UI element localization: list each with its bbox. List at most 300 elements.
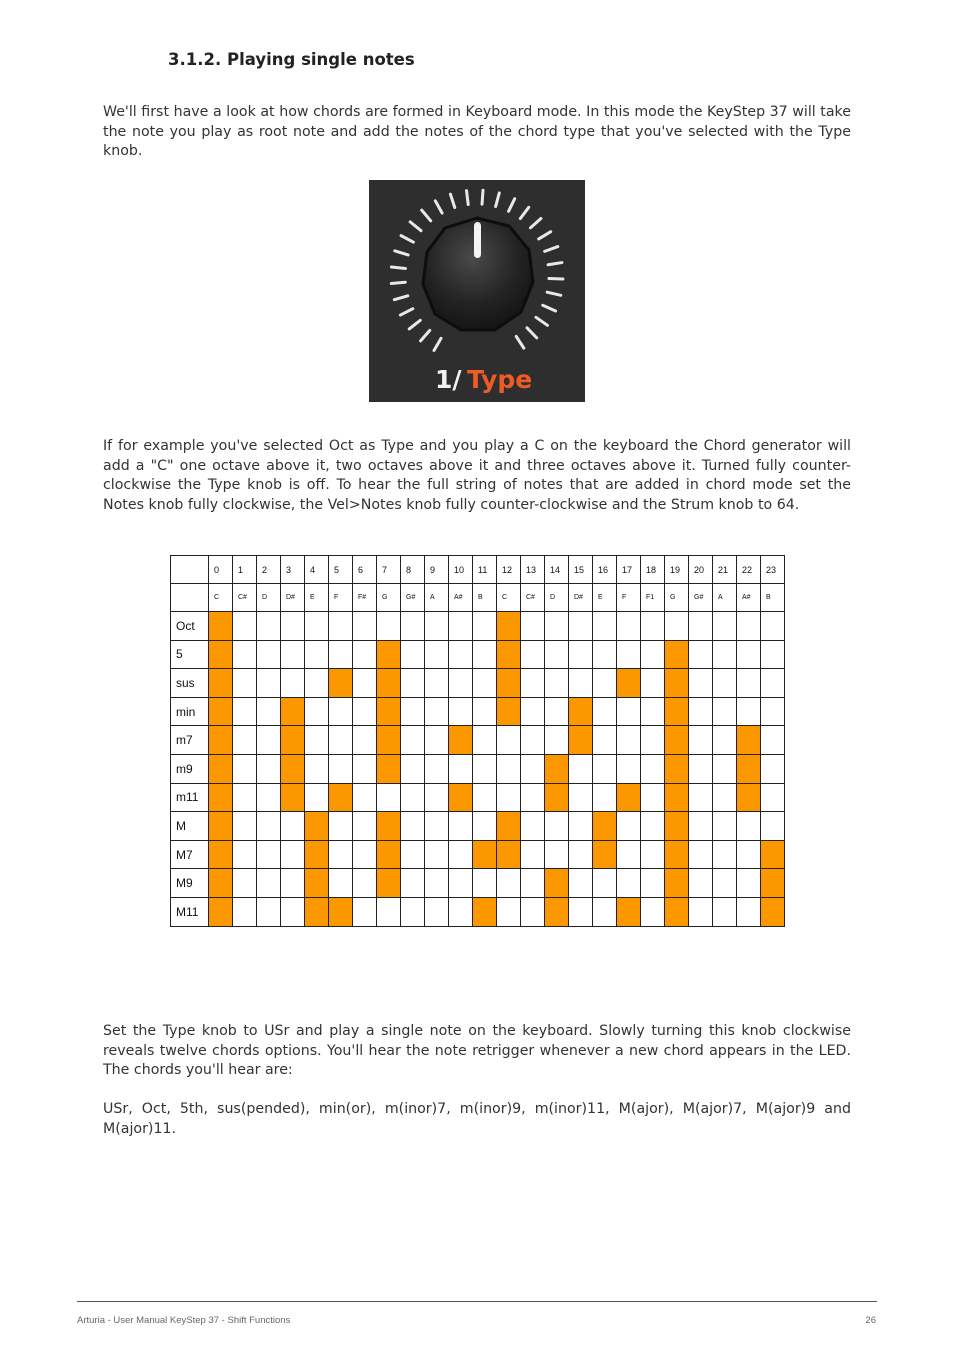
semitone-header: 0: [209, 556, 233, 584]
note-cell: [257, 812, 281, 841]
note-cell: [233, 840, 257, 869]
note-cell: [473, 669, 497, 698]
note-cell: [569, 783, 593, 812]
note-cell: [473, 697, 497, 726]
note-cell: [689, 669, 713, 698]
semitone-header: 13: [521, 556, 545, 584]
note-cell: [425, 783, 449, 812]
note-cell: [257, 669, 281, 698]
note-cell: [425, 697, 449, 726]
note-cell: [281, 612, 305, 641]
note-name-header: A: [713, 584, 737, 612]
note-cell: [617, 869, 641, 898]
note-cell: [521, 697, 545, 726]
note-cell: [569, 640, 593, 669]
note-cell: [737, 897, 761, 926]
note-name-header: G: [377, 584, 401, 612]
section-heading: 3.1.2. Playing single notes: [168, 50, 415, 69]
note-cell: [617, 726, 641, 755]
active-note-cell: [665, 897, 689, 926]
semitone-header: 8: [401, 556, 425, 584]
semitone-header: 2: [257, 556, 281, 584]
active-note-cell: [305, 897, 329, 926]
note-name-header: C: [497, 584, 521, 612]
note-cell: [641, 840, 665, 869]
chord-type-label: m7: [171, 726, 209, 755]
semitone-header: 23: [761, 556, 785, 584]
note-cell: [425, 754, 449, 783]
semitone-header: 4: [305, 556, 329, 584]
note-cell: [353, 726, 377, 755]
active-note-cell: [593, 840, 617, 869]
active-note-cell: [497, 812, 521, 841]
note-cell: [257, 897, 281, 926]
note-cell: [737, 612, 761, 641]
note-cell: [497, 869, 521, 898]
note-cell: [233, 783, 257, 812]
note-cell: [593, 697, 617, 726]
active-note-cell: [377, 869, 401, 898]
note-cell: [281, 869, 305, 898]
note-cell: [713, 783, 737, 812]
note-cell: [257, 726, 281, 755]
note-cell: [353, 783, 377, 812]
table-row: [171, 726, 785, 755]
note-name-header: B: [473, 584, 497, 612]
note-cell: [761, 669, 785, 698]
active-note-cell: [665, 754, 689, 783]
note-cell: [401, 669, 425, 698]
table-row: [171, 640, 785, 669]
note-cell: [425, 726, 449, 755]
active-note-cell: [545, 783, 569, 812]
active-note-cell: [209, 726, 233, 755]
note-cell: [593, 869, 617, 898]
note-cell: [353, 669, 377, 698]
active-note-cell: [617, 897, 641, 926]
note-cell: [617, 840, 641, 869]
note-cell: [665, 612, 689, 641]
note-name-header: C: [209, 584, 233, 612]
semitone-header: 15: [569, 556, 593, 584]
note-cell: [353, 869, 377, 898]
note-cell: [281, 840, 305, 869]
active-note-cell: [281, 783, 305, 812]
note-cell: [713, 897, 737, 926]
note-cell: [521, 669, 545, 698]
table-row: [171, 669, 785, 698]
note-cell: [521, 897, 545, 926]
active-note-cell: [737, 754, 761, 783]
semitone-header: 22: [737, 556, 761, 584]
example-paragraph: If for example you've selected Oct as Type and you play a C on the keyboard the Chord generator will add a "C" one octave above it, two octaves above it and three octaves above it. Turned fully counter-clockwise the Type knob is off. To hear the full string of notes that are added in chord mode set the Notes knob fully clockwise, the Vel>Notes knob fully counter-clockwise and the Strum knob to 64.: [103, 438, 851, 513]
note-cell: [761, 754, 785, 783]
note-cell: [713, 612, 737, 641]
note-name-header: A#: [449, 584, 473, 612]
note-cell: [257, 840, 281, 869]
note-name-header: D#: [281, 584, 305, 612]
active-note-cell: [305, 840, 329, 869]
note-cell: [449, 640, 473, 669]
note-cell: [473, 783, 497, 812]
note-cell: [281, 640, 305, 669]
note-cell: [761, 640, 785, 669]
note-cell: [569, 669, 593, 698]
note-cell: [305, 754, 329, 783]
note-cell: [233, 754, 257, 783]
note-cell: [713, 640, 737, 669]
note-cell: [401, 612, 425, 641]
note-cell: [233, 612, 257, 641]
active-note-cell: [665, 726, 689, 755]
active-note-cell: [281, 726, 305, 755]
note-cell: [497, 897, 521, 926]
active-note-cell: [209, 869, 233, 898]
note-cell: [257, 869, 281, 898]
note-cell: [689, 697, 713, 726]
semitone-header: 3: [281, 556, 305, 584]
note-cell: [257, 783, 281, 812]
note-cell: [305, 783, 329, 812]
note-cell: [449, 612, 473, 641]
semitone-header: 19: [665, 556, 689, 584]
active-note-cell: [665, 640, 689, 669]
note-cell: [593, 897, 617, 926]
note-cell: [641, 697, 665, 726]
active-note-cell: [281, 754, 305, 783]
semitone-header: 21: [713, 556, 737, 584]
note-name-header: A: [425, 584, 449, 612]
note-cell: [473, 612, 497, 641]
active-note-cell: [209, 897, 233, 926]
note-cell: [449, 840, 473, 869]
note-cell: [401, 697, 425, 726]
note-name-header: G#: [689, 584, 713, 612]
note-cell: [473, 812, 497, 841]
semitone-header: 7: [377, 556, 401, 584]
active-note-cell: [545, 754, 569, 783]
note-cell: [689, 869, 713, 898]
note-cell: [521, 640, 545, 669]
note-cell: [713, 812, 737, 841]
note-cell: [257, 697, 281, 726]
active-note-cell: [737, 726, 761, 755]
note-cell: [545, 812, 569, 841]
note-cell: [689, 612, 713, 641]
chord-type-label: M7: [171, 840, 209, 869]
table-row: [171, 812, 785, 841]
note-cell: [401, 897, 425, 926]
note-cell: [521, 840, 545, 869]
note-cell: [689, 897, 713, 926]
note-cell: [281, 897, 305, 926]
chord-type-label: m9: [171, 754, 209, 783]
note-cell: [761, 783, 785, 812]
note-cell: [401, 640, 425, 669]
note-cell: [713, 869, 737, 898]
table-row: [171, 783, 785, 812]
note-cell: [449, 897, 473, 926]
note-cell: [329, 726, 353, 755]
note-cell: [305, 669, 329, 698]
note-cell: [521, 726, 545, 755]
note-cell: [737, 669, 761, 698]
knob-label-number: 1/: [435, 365, 462, 394]
note-cell: [257, 754, 281, 783]
active-note-cell: [209, 669, 233, 698]
note-cell: [569, 869, 593, 898]
note-cell: [569, 812, 593, 841]
note-cell: [473, 726, 497, 755]
note-cell: [569, 612, 593, 641]
knob-label-type: Type: [467, 365, 533, 394]
active-note-cell: [761, 897, 785, 926]
semitone-header: 18: [641, 556, 665, 584]
note-cell: [641, 640, 665, 669]
note-cell: [641, 897, 665, 926]
note-cell: [641, 612, 665, 641]
note-name-header: A#: [737, 584, 761, 612]
table-row: [171, 754, 785, 783]
active-note-cell: [305, 869, 329, 898]
note-cell: [641, 726, 665, 755]
chord-type-label: M11: [171, 897, 209, 926]
chord-type-label: min: [171, 697, 209, 726]
note-cell: [737, 869, 761, 898]
active-note-cell: [665, 869, 689, 898]
note-cell: [713, 754, 737, 783]
note-cell: [449, 669, 473, 698]
active-note-cell: [761, 840, 785, 869]
note-cell: [641, 812, 665, 841]
note-cell: [737, 840, 761, 869]
type-knob-photo: [369, 180, 585, 402]
active-note-cell: [449, 783, 473, 812]
note-cell: [233, 640, 257, 669]
note-cell: [233, 897, 257, 926]
note-cell: [497, 754, 521, 783]
footer-title: Arturia - User Manual KeyStep 37 - Shift Functions: [77, 1315, 291, 1326]
note-cell: [521, 869, 545, 898]
note-cell: [353, 897, 377, 926]
active-note-cell: [377, 640, 401, 669]
note-name-header: E: [593, 584, 617, 612]
note-cell: [521, 754, 545, 783]
active-note-cell: [665, 783, 689, 812]
note-cell: [521, 812, 545, 841]
active-note-cell: [209, 640, 233, 669]
note-cell: [545, 726, 569, 755]
active-note-cell: [209, 840, 233, 869]
note-cell: [593, 612, 617, 641]
note-cell: [521, 783, 545, 812]
chord-type-label: 5: [171, 640, 209, 669]
note-cell: [377, 783, 401, 812]
note-cell: [329, 754, 353, 783]
chord-note-table: [170, 555, 785, 927]
active-note-cell: [209, 754, 233, 783]
active-note-cell: [377, 754, 401, 783]
note-cell: [425, 812, 449, 841]
semitone-header: 16: [593, 556, 617, 584]
note-name-header: C#: [233, 584, 257, 612]
note-cell: [617, 612, 641, 641]
note-cell: [305, 612, 329, 641]
note-cell: [641, 754, 665, 783]
note-name-header: F#: [353, 584, 377, 612]
note-cell: [425, 640, 449, 669]
note-cell: [521, 612, 545, 641]
note-cell: [641, 669, 665, 698]
note-name-header: F: [329, 584, 353, 612]
usr-paragraph: Set the Type knob to USr and play a single note on the keyboard. Slowly turning this knob clockwise reveals twelve chords options. You'll hear the note retrigger whenever a new chord appears in the LED. The chords you'll hear are:: [103, 1023, 851, 1079]
note-cell: [617, 812, 641, 841]
note-cell: [401, 812, 425, 841]
note-name-header: D: [257, 584, 281, 612]
active-note-cell: [209, 697, 233, 726]
note-cell: [329, 697, 353, 726]
note-cell: [281, 812, 305, 841]
note-cell: [377, 897, 401, 926]
note-cell: [353, 697, 377, 726]
note-cell: [569, 840, 593, 869]
note-cell: [257, 612, 281, 641]
chord-type-label: M: [171, 812, 209, 841]
note-cell: [593, 754, 617, 783]
note-cell: [353, 754, 377, 783]
note-cell: [545, 697, 569, 726]
note-cell: [401, 869, 425, 898]
active-note-cell: [305, 812, 329, 841]
note-cell: [425, 612, 449, 641]
active-note-cell: [617, 669, 641, 698]
active-note-cell: [569, 697, 593, 726]
note-cell: [593, 783, 617, 812]
active-note-cell: [497, 697, 521, 726]
active-note-cell: [281, 697, 305, 726]
note-name-header: B: [761, 584, 785, 612]
active-note-cell: [329, 783, 353, 812]
semitone-header: 10: [449, 556, 473, 584]
semitone-header: 6: [353, 556, 377, 584]
active-note-cell: [761, 869, 785, 898]
note-cell: [305, 726, 329, 755]
note-cell: [497, 783, 521, 812]
note-name-header: E: [305, 584, 329, 612]
semitone-header: 5: [329, 556, 353, 584]
note-cell: [233, 726, 257, 755]
active-note-cell: [329, 897, 353, 926]
chord-type-label: sus: [171, 669, 209, 698]
note-cell: [569, 754, 593, 783]
note-cell: [617, 640, 641, 669]
semitone-header: 1: [233, 556, 257, 584]
note-cell: [473, 754, 497, 783]
note-cell: [617, 754, 641, 783]
active-note-cell: [545, 869, 569, 898]
knob-indicator: [474, 222, 481, 258]
note-cell: [689, 726, 713, 755]
note-name-header: D#: [569, 584, 593, 612]
note-name-header: C#: [521, 584, 545, 612]
note-cell: [401, 783, 425, 812]
chord-type-label: M9: [171, 869, 209, 898]
table-row: [171, 612, 785, 641]
note-cell: [401, 840, 425, 869]
active-note-cell: [497, 669, 521, 698]
active-note-cell: [617, 783, 641, 812]
note-cell: [233, 812, 257, 841]
note-cell: [353, 640, 377, 669]
semitone-header: 11: [473, 556, 497, 584]
note-name-header: F: [617, 584, 641, 612]
active-note-cell: [209, 783, 233, 812]
table-row: [171, 869, 785, 898]
table-row: [171, 840, 785, 869]
active-note-cell: [497, 840, 521, 869]
note-cell: [713, 669, 737, 698]
note-cell: [353, 840, 377, 869]
semitone-header: 12: [497, 556, 521, 584]
chord-type-label: m11: [171, 783, 209, 812]
table-row: [171, 897, 785, 926]
note-cell: [689, 783, 713, 812]
note-cell: [545, 840, 569, 869]
active-note-cell: [449, 726, 473, 755]
active-note-cell: [329, 669, 353, 698]
note-cell: [689, 640, 713, 669]
note-cell: [473, 869, 497, 898]
note-name-header: G: [665, 584, 689, 612]
active-note-cell: [545, 897, 569, 926]
active-note-cell: [209, 812, 233, 841]
note-cell: [473, 640, 497, 669]
note-cell: [329, 840, 353, 869]
footer-divider: [77, 1301, 877, 1302]
note-cell: [689, 812, 713, 841]
note-cell: [713, 726, 737, 755]
active-note-cell: [665, 812, 689, 841]
note-cell: [329, 869, 353, 898]
note-cell: [449, 812, 473, 841]
note-cell: [281, 669, 305, 698]
note-cell: [737, 812, 761, 841]
semitone-header: 14: [545, 556, 569, 584]
note-cell: [425, 897, 449, 926]
active-note-cell: [569, 726, 593, 755]
table-row: [171, 697, 785, 726]
active-note-cell: [377, 726, 401, 755]
active-note-cell: [665, 697, 689, 726]
active-note-cell: [377, 697, 401, 726]
chord-list-paragraph: USr, Oct, 5th, sus(pended), min(or), m(inor)7, m(inor)9, m(inor)11, M(ajor), M(ajor)7, M(ajor)9 and M(ajor)11.: [103, 1101, 851, 1137]
note-cell: [353, 612, 377, 641]
note-cell: [713, 840, 737, 869]
note-cell: [377, 612, 401, 641]
note-cell: [497, 726, 521, 755]
note-cell: [233, 669, 257, 698]
active-note-cell: [665, 840, 689, 869]
chord-type-label: Oct: [171, 612, 209, 641]
note-cell: [689, 754, 713, 783]
intro-paragraph: We'll first have a look at how chords are formed in Keyboard mode. In this mode the KeyStep 37 will take the note you play as root note and add the notes of the chord type that you've selected with the Type knob.: [103, 104, 851, 160]
note-cell: [761, 612, 785, 641]
note-cell: [641, 869, 665, 898]
active-note-cell: [737, 783, 761, 812]
note-cell: [593, 669, 617, 698]
active-note-cell: [665, 669, 689, 698]
note-cell: [449, 869, 473, 898]
